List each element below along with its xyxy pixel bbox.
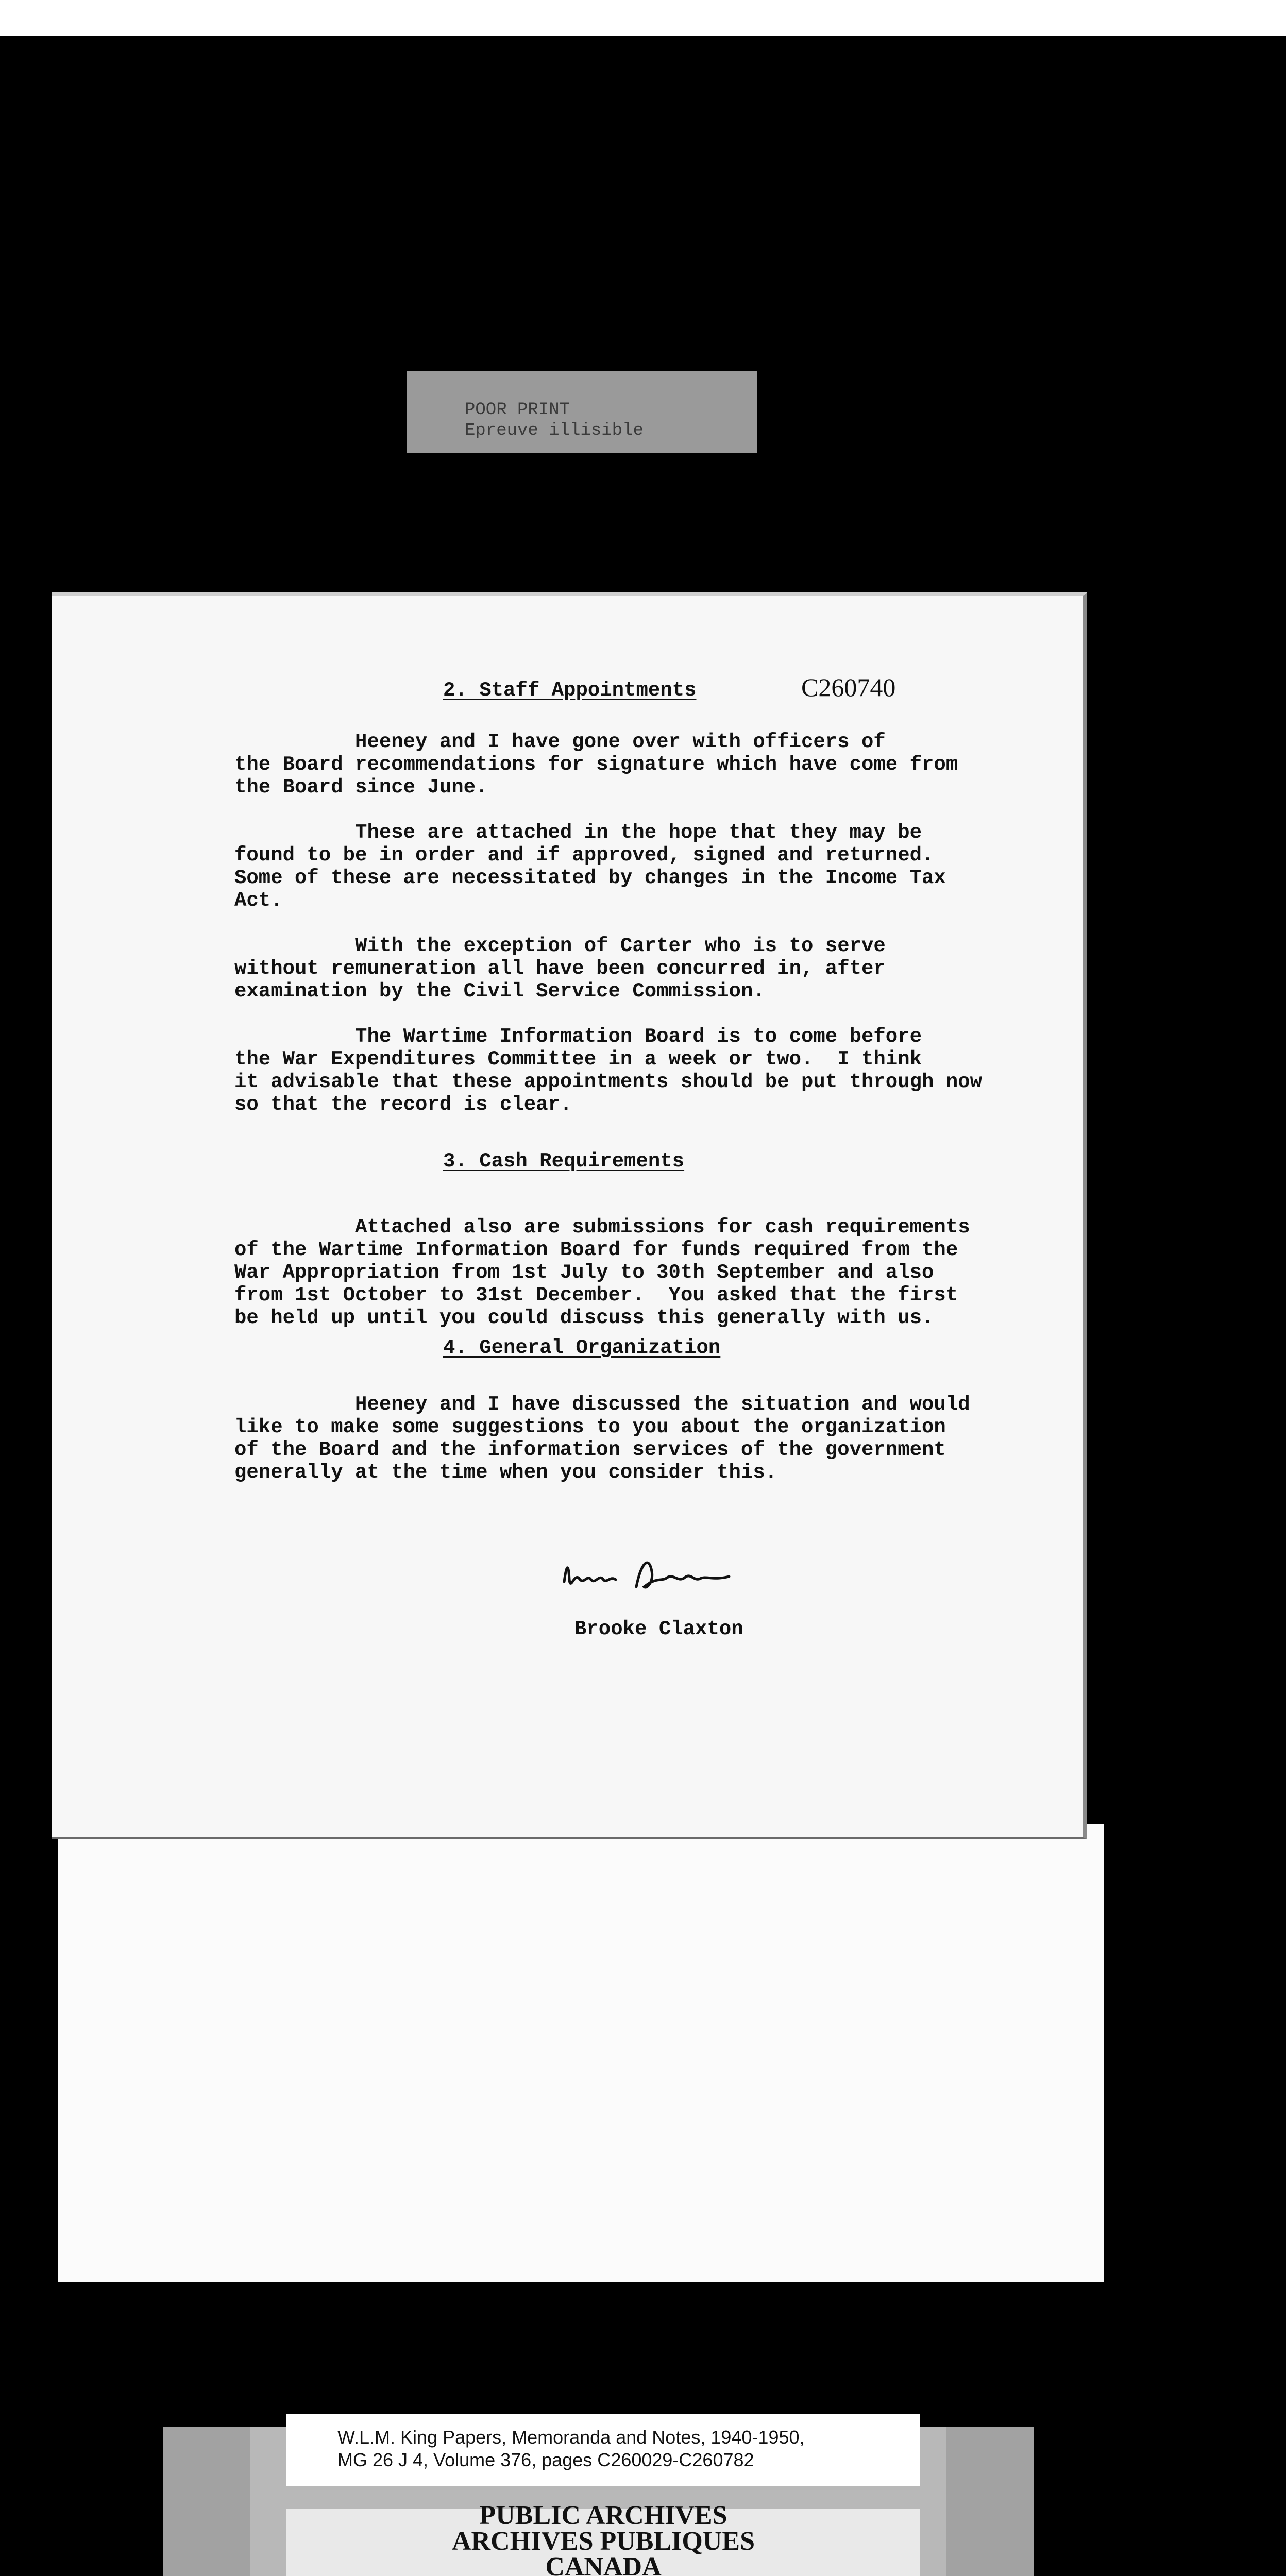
section-2-heading-row (234, 673, 1059, 710)
paragraph-general-organization: Heeney and I have discussed the situation and would like to make some suggestions to you about the organization of the Board and the information services of the government generally at the time when you consider this. (234, 1393, 970, 1484)
paragraph-carter-exception: With the exception of Carter who is to serve without remuneration all have been concurred in, after examination by the Civil Service Commission. (234, 935, 886, 1003)
reference-line-2: MG 26 J 4, Volume 376, pages C260029-C260782 (337, 2449, 754, 2470)
paragraph-cash-requirements: Attached also are submissions for cash requirements of the Wartime Information Board for funds required from the War Appropriation from 1st July to 30th September and also from 1st October to 31st December. You asked that the first be held up until you could discuss this generally with us. (234, 1216, 970, 1329)
archives-line-1: PUBLIC ARCHIVES (479, 2501, 727, 2530)
public-archives-stamp (286, 2503, 920, 2576)
top-white-strip (0, 0, 1286, 36)
archives-line-3: CANADA (545, 2552, 662, 2576)
document-number: C260740 (801, 673, 896, 702)
section-4-heading: 4. General Organization (443, 1336, 721, 1359)
section-2-heading: 2. Staff Appointments (443, 679, 697, 702)
poor-print-line-1: POOR PRINT (465, 400, 570, 420)
poor-print-notice (407, 371, 757, 453)
archives-line-2: ARCHIVES PUBLIQUES (451, 2527, 755, 2556)
paragraph-war-expenditures: The Wartime Information Board is to come before the War Expenditures Committee in a week or two. I think it advisable that these appointments should be put through now so that the record is clear. (234, 1025, 983, 1116)
poor-print-line-2: Epreuve illisible (465, 421, 644, 440)
paragraph-attached-approval: These are attached in the hope that they may be found to be in order and if approved, signed and returned. Some of these are necessitated by changes in the Income Tax Act. (234, 821, 946, 912)
signatory-name: Brooke Claxton (574, 1618, 743, 1640)
section-3-heading: 3. Cash Requirements (443, 1150, 685, 1173)
reference-line-1: W.L.M. King Papers, Memoranda and Notes, 1940-1950, (337, 2427, 805, 2448)
handwritten-signature (559, 1551, 739, 1602)
reference-label (286, 2414, 920, 2486)
document-body (234, 673, 1059, 1484)
underlying-blank-sheet (58, 1824, 1104, 2282)
paragraph-heeney-recommendations: Heeney and I have gone over with officers of the Board recommendations for signature which have come from the Board since June. (234, 731, 958, 799)
